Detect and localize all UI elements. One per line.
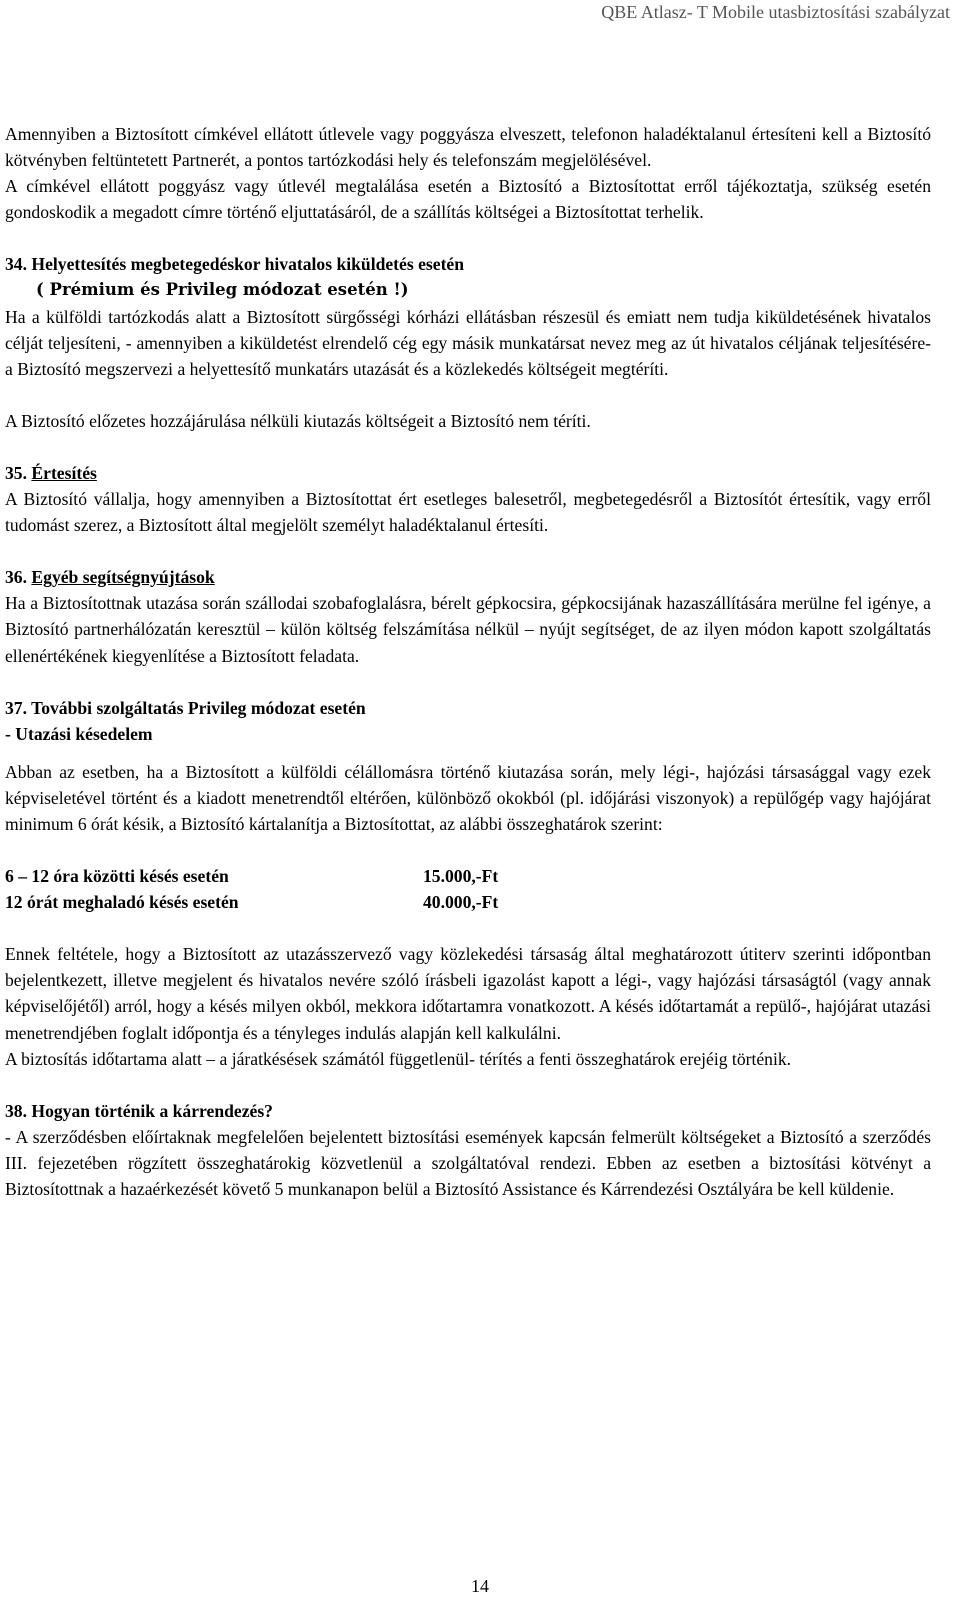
section-37-title: További szolgáltatás Privileg módozat esetén	[31, 697, 366, 718]
fee-amount: 15.000,-Ft	[423, 866, 499, 887]
section-38-paragraph: - A szerződésben előírtaknak megfelelően bejelentett biztosítási események kapcsán felmerült költségeket a Biztosító a szerződés III. fejezetében rögzített összeghatárokig közvetlenül a szolgáltatóval rendezi. Ebben az esetben a biztosítási kötvényt a Biztosítottnak a hazaérkezését követő 5 munkanapon belül a Biztosító Assistance és Kárrendezési Osztályára be kell küldenie.	[5, 1126, 931, 1199]
section-37-subtitle: - Utazási késedelem	[5, 723, 153, 744]
section-35-number: 35.	[5, 462, 27, 483]
section-36-heading	[5, 564, 931, 590]
fee-row	[5, 863, 931, 889]
page-number: 14	[471, 1576, 489, 1596]
section-36-number: 36.	[5, 567, 27, 588]
section-37-heading	[5, 695, 931, 721]
section-34-title: Helyettesítés megbetegedéskor hivatalos kiküldetés esetén	[31, 254, 465, 275]
running-header: QBE Atlasz- T Mobile utasbiztosítási szabályzat	[601, 2, 950, 22]
section-35-paragraph: A Biztosító vállalja, hogy amennyiben a Biztosítottat ért esetleges balesetről, megbetegedésről a Biztosítót értesítik, vagy erről tudomást szerez, a Biztosított által megjelölt személyt haladéktalanul értesíti.	[5, 489, 931, 536]
fee-row	[5, 889, 931, 915]
section-38-title: Hogyan történik a kárrendezés?	[31, 1100, 273, 1121]
section-34-note: A Biztosító előzetes hozzájárulása nélküli kiutazás költségeit a Biztosító nem téríti.	[5, 410, 591, 431]
section-37-paragraph-delay: Abban az esetben, ha a Biztosított a külföldi célállomásra történő kiutazása során, mely légi-, hajózási társasággal vagy ezek képviseletével történt és a kiadott menetrendtől eltérően, különböző okokból (pl. időjárási viszonyok) a repülőgép vagy hajójárat minimum 6 órát késik, a Biztosító kártalanítja a Biztosítottat, az alábbi összeghatárok szerint:	[5, 761, 931, 834]
fee-label: 6 – 12 óra közötti késés esetén	[5, 866, 229, 887]
fee-amount: 40.000,-Ft	[423, 892, 499, 913]
section-37-paragraph-limit: A biztosítás időtartama alatt – a járatkésések számától függetlenül- térítés a fenti összeghatárok erejéig történik.	[5, 1048, 792, 1069]
section-37-paragraph-conditions: Ennek feltétele, hogy a Biztosított az utazásszervező vagy közlekedési társaság által meghatározott útiterv szerinti időpontban bejelentkezett, illetve megjelent és hivatalos nevére szóló írásbeli igazolást kapott a légi-, vagy hajózási társaságtól (vagy annak képviselőjétől) arról, hogy a késés milyen okból, mekkora időtartamra vonatkozott. A késés időtartamát a repülő-, hajójárat utazási menetrendjében foglalt időpontja és a tényleges indulás alapján kell kalkulálni.	[5, 944, 931, 1043]
section-35-title: Értesítés	[31, 462, 97, 483]
section-36-title: Egyéb segítségnyújtások	[31, 567, 215, 588]
section-34-paragraph: Ha a külföldi tartózkodás alatt a Biztosított sürgősségi kórházi ellátásban részesül és emiatt nem tudja kiküldetésének hivatalos célját teljesíteni, - amennyiben a kiküldetést elrendelő cég egy másik munkatársat nevez meg az út hivatalos céljának teljesítésére- a Biztosító megszervezi a helyettesítő munkatárs utazását és a közlekedés költségeit megtéríti.	[5, 306, 931, 379]
section-34-number: 34.	[5, 254, 27, 275]
intro-paragraph-lost-passport: Amennyiben a Biztosított címkével ellátott útlevele vagy poggyásza elveszett, telefonon haladéktalanul értesíteni kell a Biztosító kötvényben feltüntetett Partnerét, a pontos tartózkodási hely és telefonszám megjelölésével.	[5, 124, 931, 171]
section-34-subtitle: ( Prémium és Privileg módozat esetén !)	[36, 280, 409, 300]
section-37-number: 37.	[5, 697, 27, 718]
section-38-heading	[5, 1098, 931, 1124]
section-34-heading	[5, 251, 931, 277]
section-38-number: 38.	[5, 1100, 27, 1121]
intro-paragraph-found-luggage: A címkével ellátott poggyász vagy útlevél megtalálása esetén a Biztosító a Biztosítottat erről tájékoztatja, szükség esetén gondoskodik a megadott címre történő eljuttatásáról, de a szállítás költségei a Biztosítottat terhelik.	[5, 176, 931, 223]
section-35-heading	[5, 460, 931, 486]
page-content	[5, 121, 931, 1202]
fee-label: 12 órát meghaladó késés esetén	[5, 892, 239, 913]
section-36-paragraph: Ha a Biztosítottnak utazása során szállodai szobafoglalásra, bérelt gépkocsira, gépkocsijának hazaszállítására merülne fel igénye, a Biztosító partnerhálózatán keresztül – külön költség felszámítása nélkül – nyújt segítséget, de az ilyen módon kapott szolgáltatás ellenértékének kiegyenlítése a Biztosított feladata.	[5, 593, 931, 666]
